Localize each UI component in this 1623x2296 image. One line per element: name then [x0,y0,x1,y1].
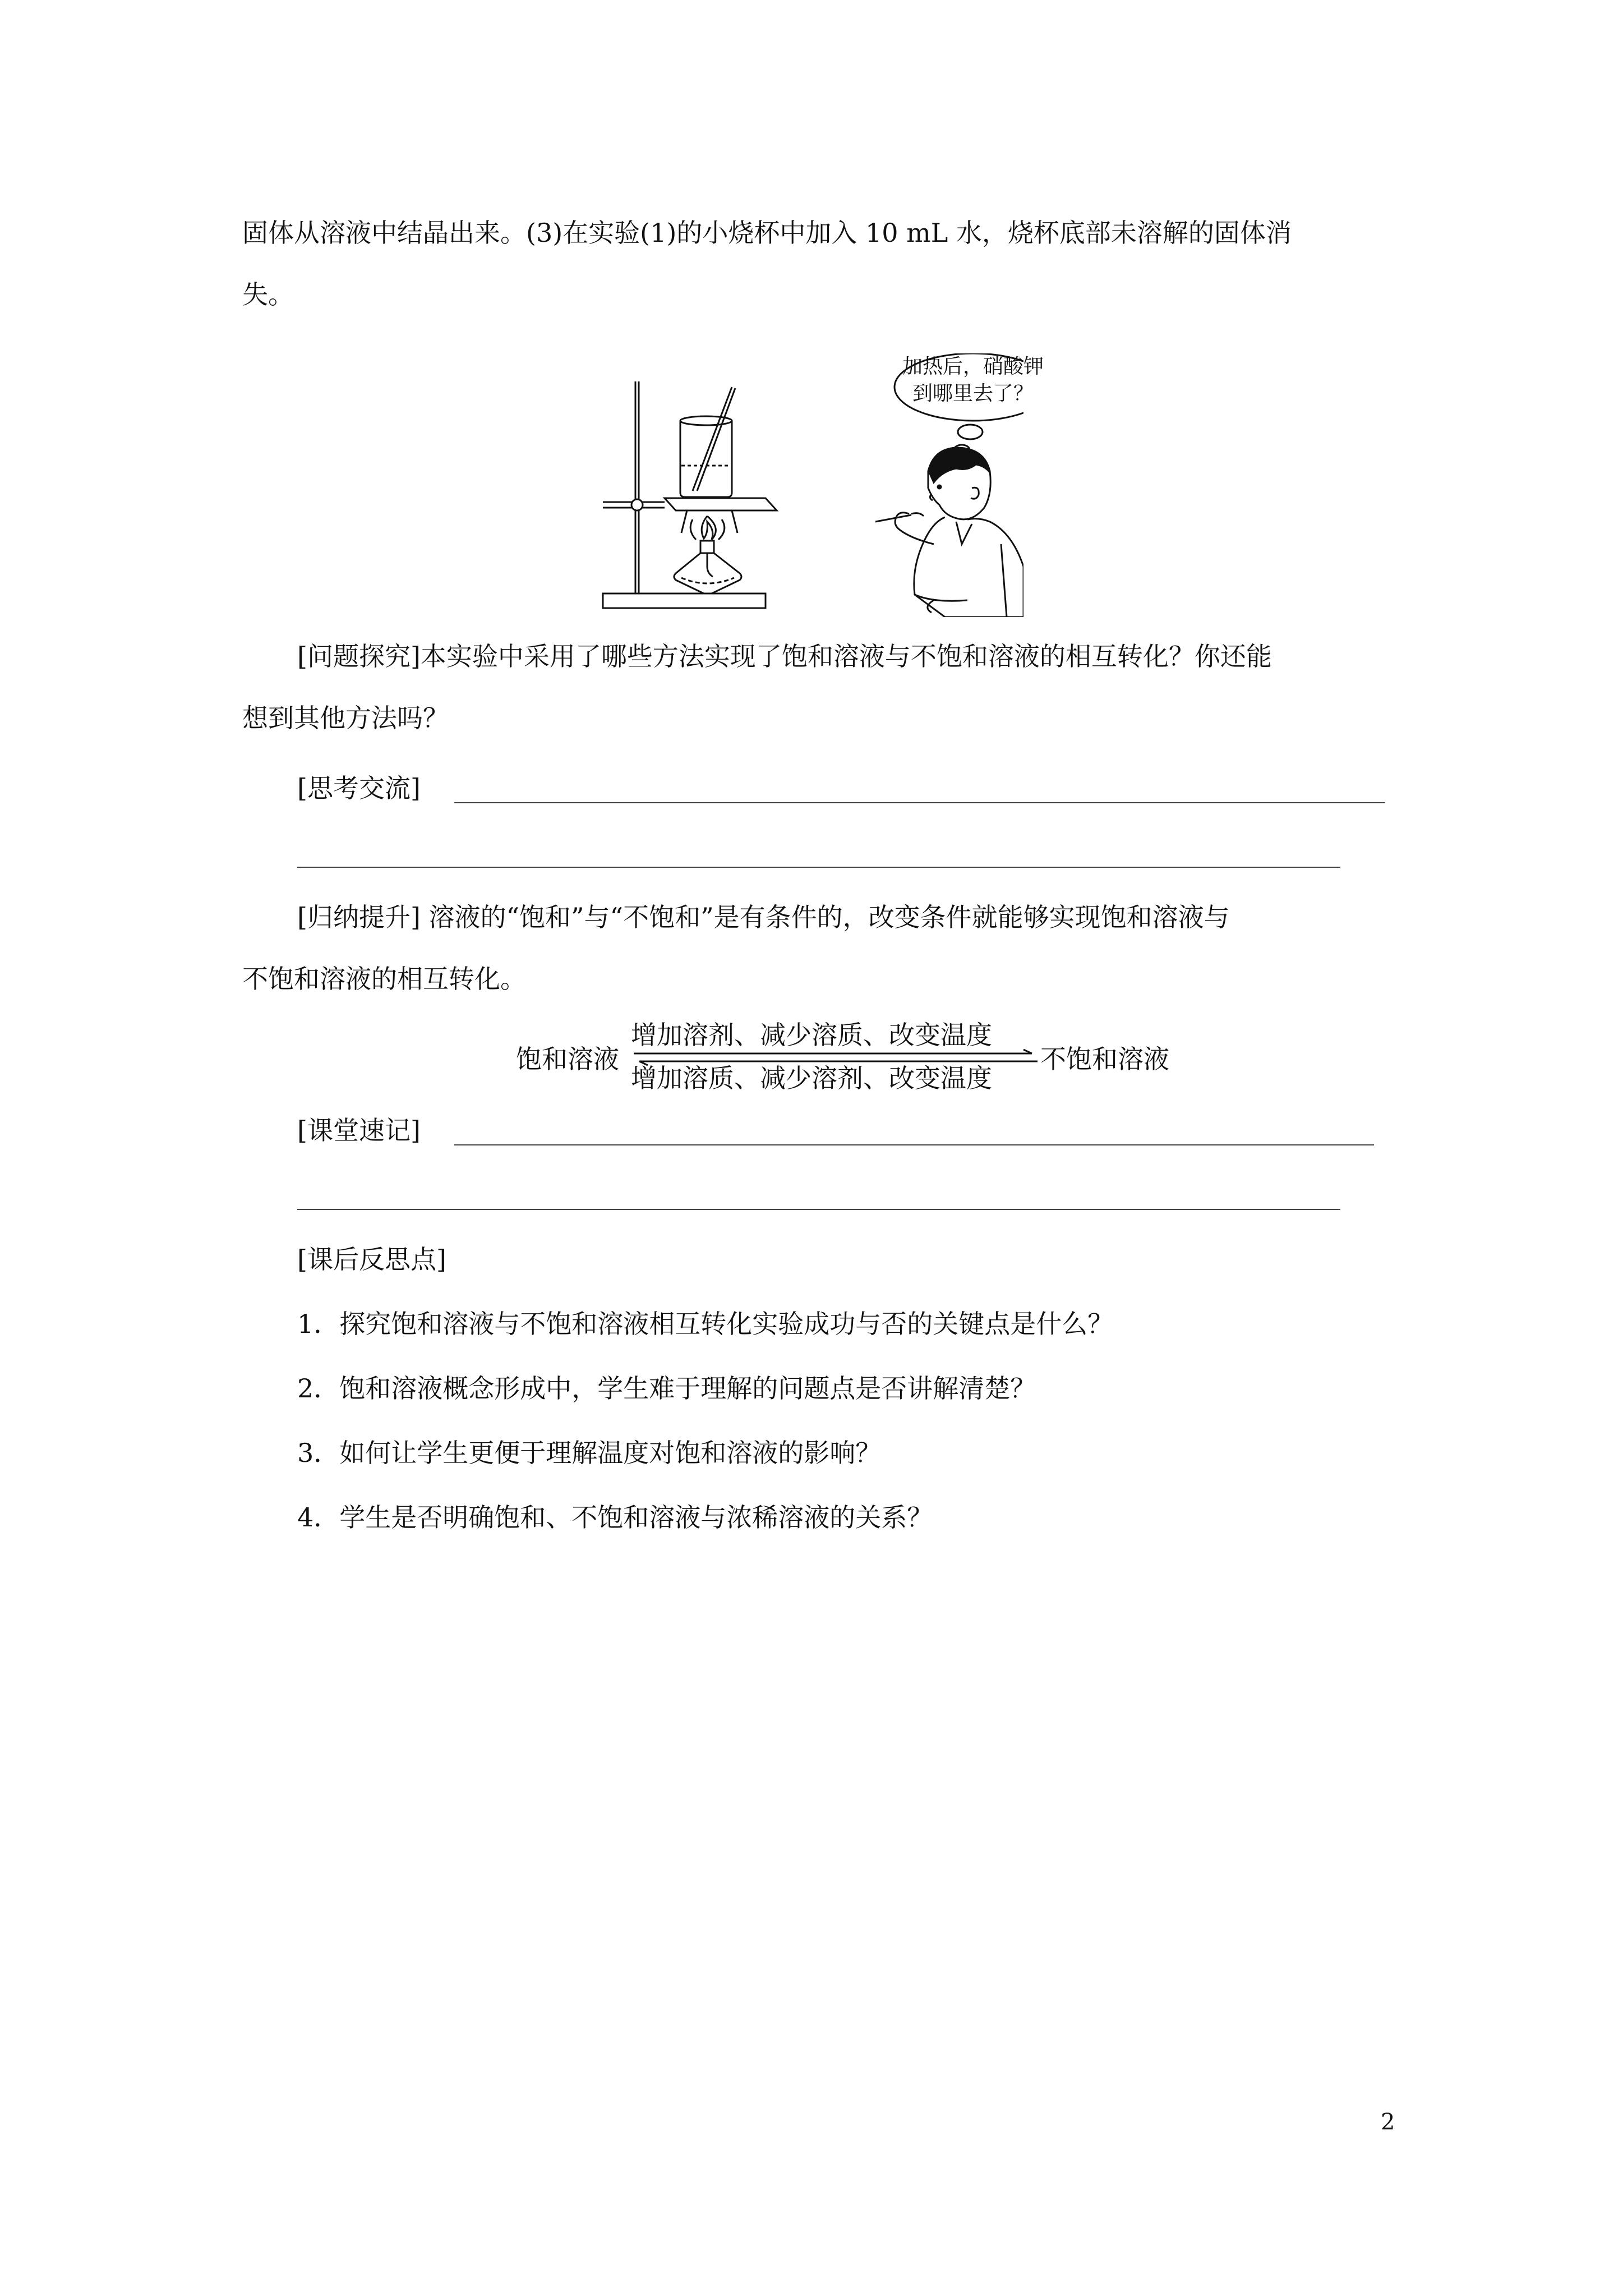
section-label-notes: [课堂速记] [297,1115,421,1145]
thought-bubble-line: 加热后，硝酸钾 [902,355,1044,378]
page-number: 2 [1381,2109,1395,2135]
double-arrow-icon [628,1049,1043,1066]
conversion-bottom-condition: 增加溶质、减少溶剂、改变温度 [631,1063,992,1093]
summary-line: [归纳提升] 溶液的“饱和”与“不饱和”是有条件的，改变条件就能够实现饱和溶液与 [297,902,1230,932]
conversion-top-condition: 增加溶剂、减少溶质、改变温度 [631,1020,992,1050]
conversion-left-label: 饱和溶液 [516,1044,619,1074]
reflection-item: 3．如何让学生更便于理解温度对饱和溶液的影响？ [297,1438,882,1468]
section-label-think: [思考交流] [297,773,421,803]
answer-blank-line [297,867,1340,868]
question-line: 想到其他方法吗？ [242,703,449,733]
conversion-right-label: 不饱和溶液 [1040,1044,1169,1074]
answer-blank-line [297,1209,1340,1210]
question-line: [问题探究]本实验中采用了哪些方法实现了饱和溶液与不饱和溶液的相互转化？你还能 [297,641,1272,671]
reflection-item: 2．饱和溶液概念形成中，学生难于理解的问题点是否讲解清楚？ [297,1373,1036,1404]
summary-line: 不饱和溶液的相互转化。 [242,964,526,994]
thought-bubble [895,353,1052,421]
reflection-item: 1．探究饱和溶液与不饱和溶液相互转化实验成功与否的关键点是什么？ [297,1309,1114,1339]
paragraph-line: 失。 [242,279,294,310]
paragraph-line: 固体从溶液中结晶出来。(3)在实验(1)的小烧杯中加入 10 mL 水，烧杯底部未溶解的固体消 [242,218,1292,248]
answer-blank-line [454,802,1385,803]
reflection-item: 4．学生是否明确饱和、不饱和溶液与浓稀溶液的关系？ [297,1502,933,1533]
thought-bubble-line: 到哪里去了？ [912,382,1034,405]
experiment-figure [597,353,1044,617]
answer-blank-line [454,1144,1374,1145]
section-label-reflection: [课后反思点] [297,1244,446,1274]
